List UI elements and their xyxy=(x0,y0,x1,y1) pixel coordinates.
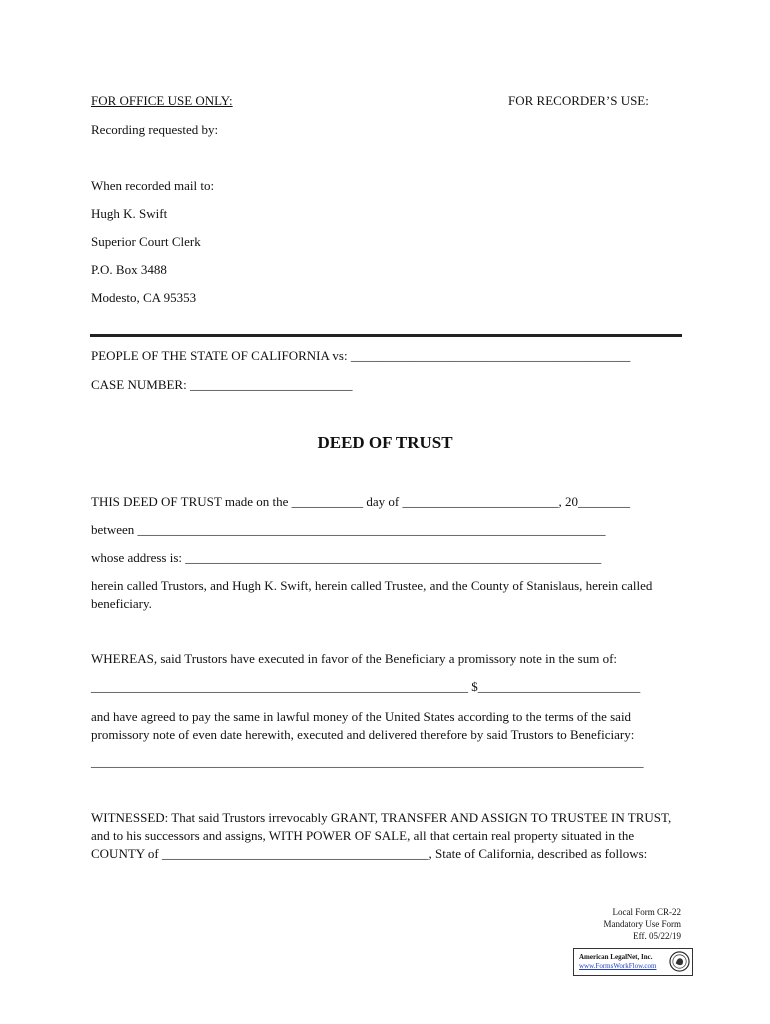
mail-to-name: Hugh K. Swift xyxy=(91,206,168,221)
agreed-paragraph: and have agreed to pay the same in lawful money of the United States according to the terms of the said promissory note of even date herewith, executed and delivered therefore by said Trustors to Beneficiary: xyxy=(91,709,635,742)
whereas-paragraph: WHEREAS, said Trustors have executed in favor of the Beneficiary a promissory note in the sum of: xyxy=(91,651,618,666)
section-divider xyxy=(90,334,682,337)
recorder-use-label: FOR RECORDER’S USE: xyxy=(508,93,649,108)
witnessed-paragraph: WITNESSED: That said Trustors irrevocably GRANT, TRANSFER AND ASSIGN TO TRUSTEE IN TRUST, and to his successors and assigns, WITH POWER OF SALE, all that certain real property situated in the COUNTY of _________________________________________, State of California, described as follows: xyxy=(91,810,672,861)
mail-to-city: Modesto, CA 95353 xyxy=(91,290,197,305)
form-info xyxy=(604,906,682,942)
people-vs-field[interactable]: PEOPLE OF THE STATE OF CALIFORNIA vs: ___________________________________________ xyxy=(91,348,631,363)
between-field[interactable]: between ________________________________________________________________________ xyxy=(91,522,606,537)
logo-brand: American LegalNet, Inc. xyxy=(579,953,653,961)
mail-to-title: Superior Court Clerk xyxy=(91,234,201,249)
mandatory-use: Mandatory Use Form xyxy=(603,919,681,929)
effective-date: Eff. 05/22/19 xyxy=(633,931,681,941)
mail-to-label: When recorded mail to: xyxy=(91,178,215,193)
sum-field[interactable]: __________________________________________________________ $_________________________ xyxy=(91,679,641,694)
logo-url[interactable]: www.FormsWorkFlow.com xyxy=(579,962,657,970)
address-field[interactable]: whose address is: ________________________________________________________________ xyxy=(91,550,602,565)
made-on-field[interactable]: THIS DEED OF TRUST made on the ___________ day of ________________________, 20________ xyxy=(91,494,630,509)
case-number-field[interactable]: CASE NUMBER: _________________________ xyxy=(91,377,353,392)
trustors-paragraph: herein called Trustors, and Hugh K. Swift, herein called Trustee, and the County of Stanislaus, herein called beneficiary. xyxy=(91,578,653,611)
form-number: Local Form CR-22 xyxy=(612,907,681,917)
recording-requested-label: Recording requested by: xyxy=(91,122,219,137)
seal-icon xyxy=(669,951,690,972)
legalnet-logo xyxy=(573,948,693,976)
blank-field[interactable]: _____________________________________________________________________________________ xyxy=(91,754,644,769)
document-title: DEED OF TRUST xyxy=(317,433,453,452)
mail-to-po-box: P.O. Box 3488 xyxy=(91,262,167,277)
office-use-label: FOR OFFICE USE ONLY: xyxy=(91,93,233,108)
